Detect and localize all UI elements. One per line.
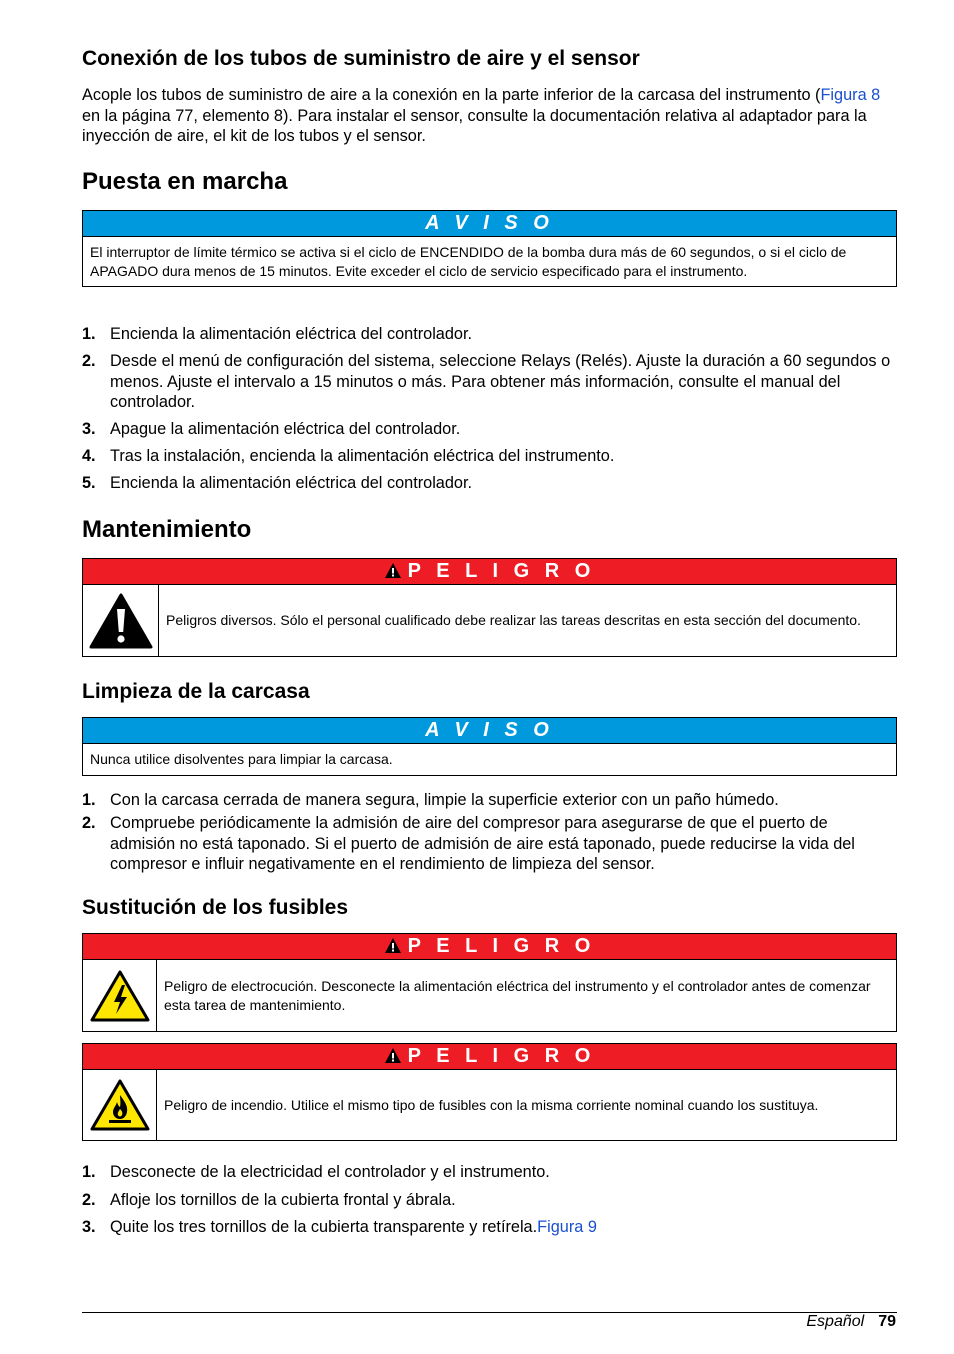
footer-language: Español: [806, 1313, 865, 1330]
danger-box-electrocution: [82, 933, 897, 1032]
page-number: 79: [878, 1313, 896, 1330]
figure-8-link[interactable]: Figura 8: [820, 86, 881, 104]
section-heading-startup: Puesta en marcha: [82, 168, 288, 195]
section-heading-air-tubes: Conexión de los tubos de suministro de aire y el sensor: [82, 47, 640, 70]
step-text: Afloje los tornillos de la cubierta frontal y ábrala.: [110, 1190, 456, 1209]
danger-label: P E L I G R O: [407, 560, 596, 582]
step-number: 3.: [82, 1218, 96, 1236]
step-number: 1.: [82, 791, 96, 809]
danger-box-fire: [82, 1043, 897, 1141]
step-text: Con la carcasa cerrada de manera segura, limpie la superficie exterior con un paño húmedo.: [110, 791, 779, 809]
step-text: Encienda la alimentación eléctrica del controlador.: [110, 474, 473, 492]
section-heading-maintenance: Mantenimiento: [82, 516, 252, 543]
list-item: [82, 1162, 897, 1183]
step-number: 2.: [82, 352, 96, 370]
list-item: [82, 813, 897, 875]
list-item: [82, 790, 897, 811]
step-text: Desconecte de la electricidad el controlador y el instrumento.: [110, 1163, 550, 1181]
danger-text: Peligros diversos. Sólo el personal cualificado debe realizar las tareas descritas en esta sección del documento.: [166, 612, 861, 629]
para-text-a: Acople los tubos de suministro de aire a la conexión en la parte inferior de la carcasa del instrumento (: [82, 86, 821, 104]
step-number: 2.: [82, 1190, 96, 1209]
step-number: 1.: [82, 325, 96, 343]
section-heading-cleaning: Limpieza de la carcasa: [82, 680, 310, 703]
notice-box-startup: [82, 210, 897, 287]
step-number: 5.: [82, 474, 96, 492]
startup-steps: [82, 324, 897, 494]
step-text: Quite los tres tornillos de la cubierta transparente y retírela.: [110, 1218, 538, 1236]
danger-text: Peligro de incendio. Utilice el mismo tipo de fusibles con la misma corriente nominal cuando los sustituya.: [164, 1096, 819, 1113]
danger-label: P E L I G R O: [407, 935, 596, 957]
electrical-hazard-icon: [83, 960, 157, 1031]
step-number: 2.: [82, 814, 96, 832]
step-number: 4.: [82, 447, 96, 465]
danger-box-maintenance: [82, 558, 897, 657]
fuse-steps: [82, 1162, 897, 1238]
step-number: 3.: [82, 420, 96, 438]
list-item: [82, 324, 897, 345]
page-footer: [806, 1312, 896, 1332]
notice-text: Nunca utilice disolventes para limpiar la carcasa.: [90, 751, 393, 767]
list-item: [82, 1190, 897, 1211]
notice-box-cleaning: [82, 717, 897, 776]
danger-label-bar: [83, 1044, 896, 1070]
notice-label: A V I S O: [83, 718, 896, 744]
list-item: [82, 419, 897, 440]
fire-hazard-icon: [83, 1070, 157, 1140]
danger-label-bar: [83, 934, 896, 960]
warning-triangle-icon: [384, 1046, 402, 1071]
list-item: [82, 446, 897, 467]
warning-triangle-icon: [83, 585, 159, 656]
notice-text: El interruptor de límite térmico se activa si el ciclo de ENCENDIDO de la bomba dura más de 60 segundos, o si el ciclo de APAGADO dura menos de 15 minutos. Evite exceder el ciclo de servicio especificado para el instrumento.: [90, 244, 847, 279]
air-tubes-paragraph: [82, 85, 897, 147]
footer-divider: [82, 1312, 897, 1313]
list-item: [82, 473, 897, 494]
list-item: [82, 1217, 897, 1238]
danger-label-bar: [83, 559, 896, 585]
para-text-b: en la página 77, elemento 8). Para instalar el sensor, consulte la documentación relativa al adaptador para la inyección de aire, el kit de los tubos y el sensor.: [82, 106, 867, 145]
step-text: Encienda la alimentación eléctrica del controlador.: [110, 325, 473, 343]
notice-label: A V I S O: [83, 211, 896, 237]
step-number: 1.: [82, 1163, 96, 1181]
figure-9-link[interactable]: Figura 9: [537, 1218, 597, 1236]
danger-text: Peligro de electrocución. Desconecte la alimentación eléctrica del instrumento y el controlador antes de comenzar esta tarea de mantenimiento.: [164, 978, 871, 1013]
warning-triangle-icon: [384, 936, 402, 961]
cleaning-steps: [82, 790, 897, 875]
danger-label: P E L I G R O: [407, 1045, 596, 1067]
step-text: Tras la instalación, encienda la alimentación eléctrica del instrumento.: [110, 447, 615, 465]
list-item: [82, 351, 897, 413]
step-text: Apague la alimentación eléctrica del controlador.: [110, 420, 461, 438]
section-heading-fuses: Sustitución de los fusibles: [82, 896, 349, 919]
step-text: Compruebe periódicamente la admisión de aire del compresor para asegurarse de que el puerto de admisión no está taponado. Si el puerto de admisión de aire está taponado, puede reducirse la vida del compresor e influir negativamente en el rendimiento de limpieza del sensor.: [110, 814, 855, 873]
step-text: Desde el menú de configuración del sistema, seleccione Relays (Relés). Ajuste la duración a 60 segundos o menos. Ajuste el intervalo a 15 minutos o más. Para obtener más información, consulte el manual del controlador.: [110, 352, 891, 411]
warning-triangle-icon: [384, 561, 402, 586]
